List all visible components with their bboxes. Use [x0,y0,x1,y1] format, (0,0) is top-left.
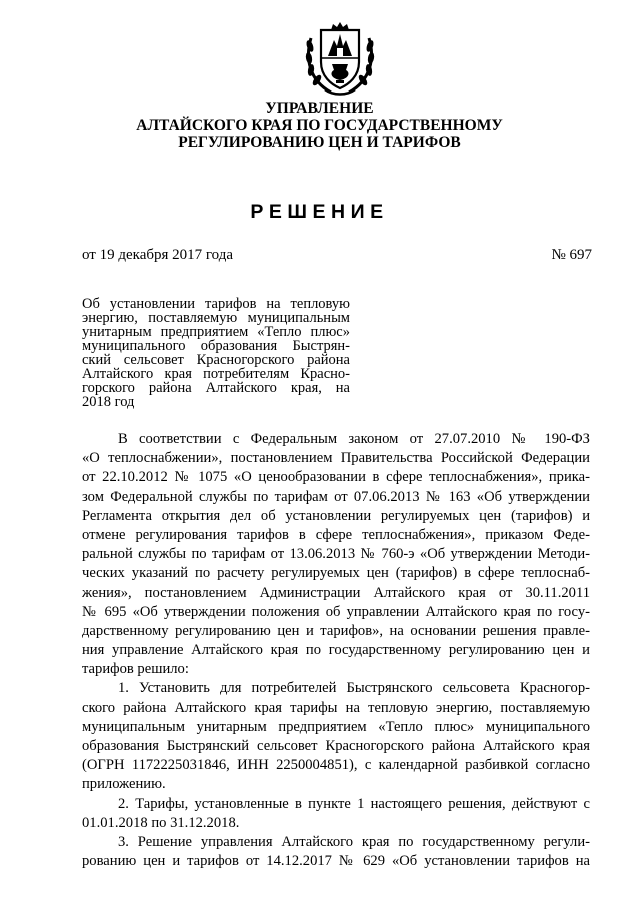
document-body [82,430,590,871]
body-line: 3. Решение управления Алтайского края по государственному регули- [118,833,590,850]
body-line: ческих указаний по расчету регулируемых цен (тарифов) в сфере теплоснаб- [82,565,590,582]
subject-line: унитарным предприятием «Тепло плюс» [82,324,350,340]
body-line: 1. Установить для потребителей Быстрянского сельсовета Красногор- [118,680,590,697]
body-line: 01.01.2018 по 31.12.2018. [82,814,240,831]
agency-name-line-3: РЕГУЛИРОВАНИЮ ЦЕН И ТАРИФОВ [178,134,461,151]
coat-of-arms-emblem-icon [301,18,379,98]
document-date: от 19 декабря 2017 года [82,247,234,263]
document-subject [82,297,350,409]
document-number: № 697 [551,247,592,263]
subject-line: Об установлении тарифов на тепловую [82,296,350,312]
body-line: дарственному регулированию цен и тарифов», на основании решения правле- [82,622,590,639]
body-line: отмене регулирования тарифов в сфере теплоснабжения», приказом Феде- [82,526,590,543]
subject-line: Алтайского края потребителям Красно- [82,366,350,382]
body-line: приложению. [82,776,166,793]
body-line: рованию цен и тарифов от 14.12.2017 № 629 «Об установлении тарифов на [82,853,590,870]
agency-name-line-1: УПРАВЛЕНИЕ [265,100,374,117]
body-line: В соответствии с Федеральным законом от 27.07.2010 № 190-ФЗ [118,431,590,447]
subject-line: ский сельсовет Красногорского района [82,352,350,368]
body-line: ния управление Алтайского края по государственному регулированию цен и [82,642,590,659]
body-line: 2. Тарифы, установленные в пункте 1 настоящего решения, действуют с [118,795,590,812]
body-line: (ОГРН 1172225031846, ИНН 2250004851), с календарной разбивкой согласно [82,757,590,774]
subject-line: муниципального образования Быстрян- [82,338,350,354]
body-line: жения», постановлением Администрации Алтайского края от 30.11.2011 [82,584,590,601]
body-line: ского района Алтайского края тарифы на тепловую энергию, поставляемую [82,699,590,716]
agency-name-line-2: АЛТАЙСКОГО КРАЯ ПО ГОСУДАРСТВЕННОМУ [136,117,503,134]
body-line: от 22.10.2012 № 1075 «О ценообразовании в сфере теплоснабжения», прика- [82,469,590,486]
body-line: тарифов решило: [82,661,189,678]
subject-line: горского района Алтайского края, на [82,380,350,396]
subject-line: 2018 год [82,394,135,410]
document-type-title: РЕШЕНИЕ [250,201,389,223]
body-line: «О теплоснабжении», постановлением Правительства Российской Федерации [82,450,590,467]
body-line: муниципальным унитарным предприятием «Тепло плюс» муниципального [82,718,590,735]
body-line: образования Быстрянский сельсовет Красногорского района Алтайского края [82,738,590,754]
subject-line: энергию, поставляемую муниципальным [82,310,350,326]
body-line: № 695 «Об утверждении положения об управлении Алтайского края по госу- [82,603,590,620]
body-line: зом Федеральной службы по тарифам от 07.06.2013 № 163 «Об утверждении [82,488,590,505]
body-line: Регламента открытия дел об установлении регулируемых цен (тарифов) и [82,507,590,524]
body-line: ральной службы по тарифам от 13.06.2013 № 760-э «Об утверждении Методи- [82,546,590,563]
